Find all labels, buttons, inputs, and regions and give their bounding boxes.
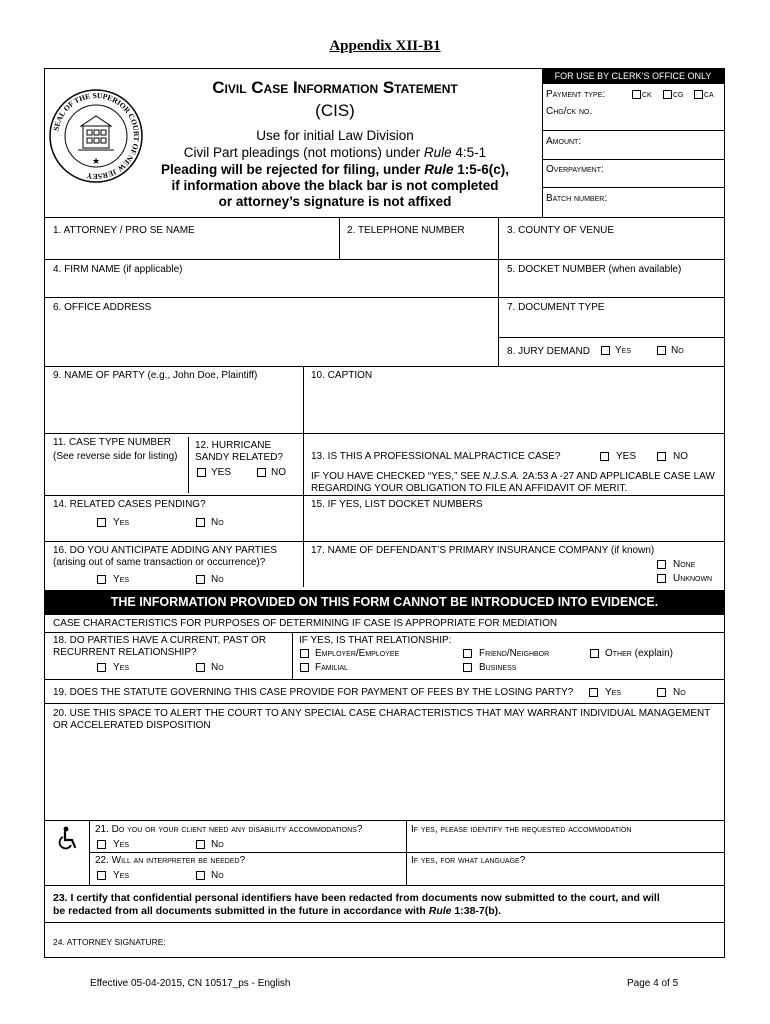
payment-ca-label: ca [704,89,714,100]
wheelchair-icon [58,826,78,850]
clerk-box-divider [542,69,543,217]
insurance-none-label: None [673,559,696,570]
special-characteristics-label-2: OR ACCELERATED DISPOSITION [53,720,211,731]
employer-label: Employer/Employee [315,648,400,659]
accommodation-identify-label: If yes, please identify the requested accommodation [411,824,632,835]
relationship-label-2: RECURRENT RELATIONSHIP? [53,647,197,658]
related-cases-label: 14. RELATED CASES PENDING? [53,499,206,510]
malpractice-yes-label: YES [616,451,637,462]
relationship-no-checkbox[interactable] [196,663,205,672]
fees-statute-label: 19. DOES THE STATUTE GOVERNING THIS CASE PROVIDE FOR PAYMENT OF FEES BY THE LOSING PARTY? [53,687,574,698]
malpractice-note-1-text: IF YOU HAVE CHECKED “YES,” SEE [311,471,483,482]
interpreter-yes-checkbox[interactable] [97,871,106,880]
business-checkbox[interactable] [463,663,472,672]
office-address-label: 6. OFFICE ADDRESS [53,302,152,313]
related-no-label: No [211,517,224,528]
adding-parties-label: 16. DO YOU ANTICIPATE ADDING ANY PARTIES [53,545,277,556]
certification-line-1: 23. I certify that confidential personal identifiers have been redacted from documents now submitted to the court, and will [53,892,660,904]
related-no-checkbox[interactable] [196,518,205,527]
cell-divider [292,632,293,679]
relationship-yes-checkbox[interactable] [97,663,106,672]
telephone-label: 2. TELEPHONE NUMBER [347,225,465,236]
other-label-text: Other [605,648,632,659]
malpractice-note-2: REGARDING YOUR OBLIGATION TO FILE AN AFFIDAVIT OF MERIT. [311,483,628,494]
svg-text:★: ★ [91,157,101,167]
malpractice-no-label: NO [673,451,688,462]
malpractice-no-checkbox[interactable] [657,452,666,461]
attorney-signature-field[interactable] [170,928,710,954]
docket-number-label: 5. DOCKET NUMBER (when available) [507,264,682,275]
jury-no-checkbox[interactable] [657,346,666,355]
row-rule [45,433,725,434]
row-rule [45,885,725,886]
sandy-no-checkbox[interactable] [257,468,266,477]
malpractice-yes-checkbox[interactable] [600,452,609,461]
warning-line-3: or attorney’s signature is not affixed [218,194,452,209]
interpreter-no-checkbox[interactable] [196,871,205,880]
insurance-unknown-label: Unknown [673,573,713,584]
use-line-1: Use for initial Law Division [256,128,414,143]
adding-parties-note: (arising out of same transaction or occurrence)? [53,557,266,568]
clerk-line [542,159,724,160]
row-rule [45,495,725,496]
cell-divider [188,437,189,493]
cell-divider [303,366,304,587]
row-rule [45,632,725,633]
business-label: Business [479,662,517,673]
sandy-yes-checkbox[interactable] [197,468,206,477]
clerk-heading: FOR USE BY CLERK’S OFFICE ONLY [542,69,724,84]
jury-demand-label: 8. JURY DEMAND [507,346,590,357]
use-line-2-text: Civil Part pleadings (not motions) under [183,145,424,160]
use-line-2-post: 4:5-1 [451,145,487,160]
accommodation-yes-checkbox[interactable] [97,840,106,849]
attorney-signature-label: 24. ATTORNEY SIGNATURE: [53,937,166,947]
insurance-unknown-checkbox[interactable] [657,574,666,583]
footer-page-number: Page 4 of 5 [627,978,679,989]
row-rule [45,820,725,821]
row-rule [45,679,725,680]
malpractice-note-statute: N.J.S.A. [482,471,520,482]
footer-effective: Effective 05-04-2015, CN 10517_ps - English [90,978,291,989]
chg-ck-no-label: Chg/ck no. [546,106,593,117]
hurricane-label-2: SANDY RELATED? [195,452,283,463]
caption-label: 10. CAPTION [311,370,373,381]
certification-line-2-post: 1:38-7(b). [451,905,502,917]
accommodation-no-checkbox[interactable] [196,840,205,849]
row-rule [498,337,725,338]
accommodation-yes-label: Yes [113,839,130,850]
parties-yes-label: Yes [113,574,130,585]
other-label-explain: (explain) [631,648,673,659]
clerk-line [542,187,724,188]
malpractice-note-1-post: 2A:53 A -27 AND APPLICABLE CASE LAW [519,471,715,482]
accommodation-no-label: No [211,839,224,850]
row-rule [89,852,725,853]
parties-yes-checkbox[interactable] [97,575,106,584]
other-checkbox[interactable] [590,649,599,658]
fees-no-label: No [673,687,686,698]
fees-yes-label: Yes [605,687,622,698]
familial-checkbox[interactable] [300,663,309,672]
certification-line-2-text: be redacted from all documents submitted in the future in accordance with [53,905,429,917]
sandy-no-label: NO [271,467,286,478]
warning-line-1-post: 1:5-6(c), [453,162,510,177]
row-rule [45,297,725,298]
certification-line-2 [53,905,501,917]
insurance-none-checkbox[interactable] [657,560,666,569]
payment-cg-checkbox[interactable] [663,90,672,99]
amount-label: Amount: [546,136,582,147]
county-label: 3. COUNTY OF VENUE [507,225,615,236]
row-rule [45,366,725,367]
payment-ck-checkbox[interactable] [632,90,641,99]
familial-label: Familial [315,662,348,673]
interpreter-label: 22. Will an interpreter be needed? [95,855,246,866]
row-rule [45,217,725,218]
docket-numbers-label: 15. IF YES, LIST DOCKET NUMBERS [311,499,483,510]
party-name-label: 9. NAME OF PARTY (e.g., John Doe, Plaintiff) [53,370,258,381]
parties-no-checkbox[interactable] [196,575,205,584]
disability-accommodations-label: 21. Do you or your client need any disability accommodations? [95,824,363,835]
interpreter-no-label: No [211,870,224,881]
payment-ck-label: ck [642,89,652,100]
jury-no-label: No [671,345,684,356]
cell-divider [339,217,340,259]
row-rule [45,541,725,542]
parties-no-label: No [211,574,224,585]
hurricane-label: 12. HURRICANE [195,440,272,451]
warning-line-1-rule: Rule [424,162,454,177]
friend-checkbox[interactable] [463,649,472,658]
row-rule [45,259,725,260]
payment-ca-checkbox[interactable] [694,90,703,99]
related-yes-label: Yes [113,517,130,528]
insurance-company-label: 17. NAME OF DEFENDANT’S PRIMARY INSURANCE COMPANY (if known) [311,545,655,556]
relationship-yes-label: Yes [113,662,130,673]
use-line-2-rule: Rule [423,145,452,160]
certification-rule: Rule [428,905,452,917]
sandy-yes-label: YES [211,467,232,478]
related-yes-checkbox[interactable] [97,518,106,527]
case-type-note: (See reverse side for listing) [53,451,178,462]
seal-text: SEAL OF THE SUPERIOR COURT OF NEW JERSEY [51,90,142,182]
fees-no-checkbox[interactable] [657,688,666,697]
warning-line-1-text: Pleading will be rejected for filing, under [160,162,425,177]
relationship-no-label: No [211,662,224,673]
clerk-line [542,130,724,131]
special-characteristics-label: 20. USE THIS SPACE TO ALERT THE COURT TO ANY SPECIAL CASE CHARACTERISTICS THAT MAY WARRANT INDIVIDUAL MANAGEMENT [53,708,711,719]
mediation-heading: CASE CHARACTERISTICS FOR PURPOSES OF DETERMINING IF CASE IS APPROPRIATE FOR MEDIATION [53,618,558,629]
evidence-notice-bar: THE INFORMATION PROVIDED ON THIS FORM CANNOT BE INTRODUCED INTO EVIDENCE. [45,590,724,615]
payment-type-label: Payment type: [546,89,606,100]
form-title: Civil Case Information Statement [212,78,458,97]
court-seal-icon [48,88,144,184]
other-label [605,648,673,660]
jury-yes-checkbox[interactable] [601,346,610,355]
interpreter-language-label: If yes, for what language? [411,855,526,866]
document-type-label: 7. DOCUMENT TYPE [507,302,605,313]
payment-cg-label: cg [673,89,684,100]
cell-divider [498,217,499,367]
warning-line-1 [160,162,510,177]
row-rule [45,703,725,704]
malpractice-note-1 [311,471,715,483]
fees-yes-checkbox[interactable] [589,688,598,697]
interpreter-yes-label: Yes [113,870,130,881]
overpayment-label: Overpayment: [546,164,604,175]
friend-label: Friend/Neighbor [479,648,550,659]
relationship-type-heading: IF YES, IS THAT RELATIONSHIP: [299,635,452,646]
attorney-name-label: 1. ATTORNEY / PRO SE NAME [53,225,195,236]
batch-number-label: Batch number: [546,193,608,204]
row-rule [45,922,725,923]
special-characteristics-field[interactable] [53,735,713,815]
relationship-label: 18. DO PARTIES HAVE A CURRENT, PAST OR [53,635,267,646]
warning-line-2: if information above the black bar is not completed [171,178,499,193]
jury-yes-label: Yes [615,345,632,356]
form-subtitle: (CIS) [315,101,355,120]
firm-name-label: 4. FIRM NAME (if applicable) [53,264,183,275]
appendix-heading: Appendix XII-B1 [329,38,441,54]
employer-checkbox[interactable] [300,649,309,658]
use-line-2 [160,145,510,160]
case-type-label: 11. CASE TYPE NUMBER [53,437,171,448]
malpractice-label: 13. IS THIS A PROFESSIONAL MALPRACTICE CASE? [311,451,561,462]
